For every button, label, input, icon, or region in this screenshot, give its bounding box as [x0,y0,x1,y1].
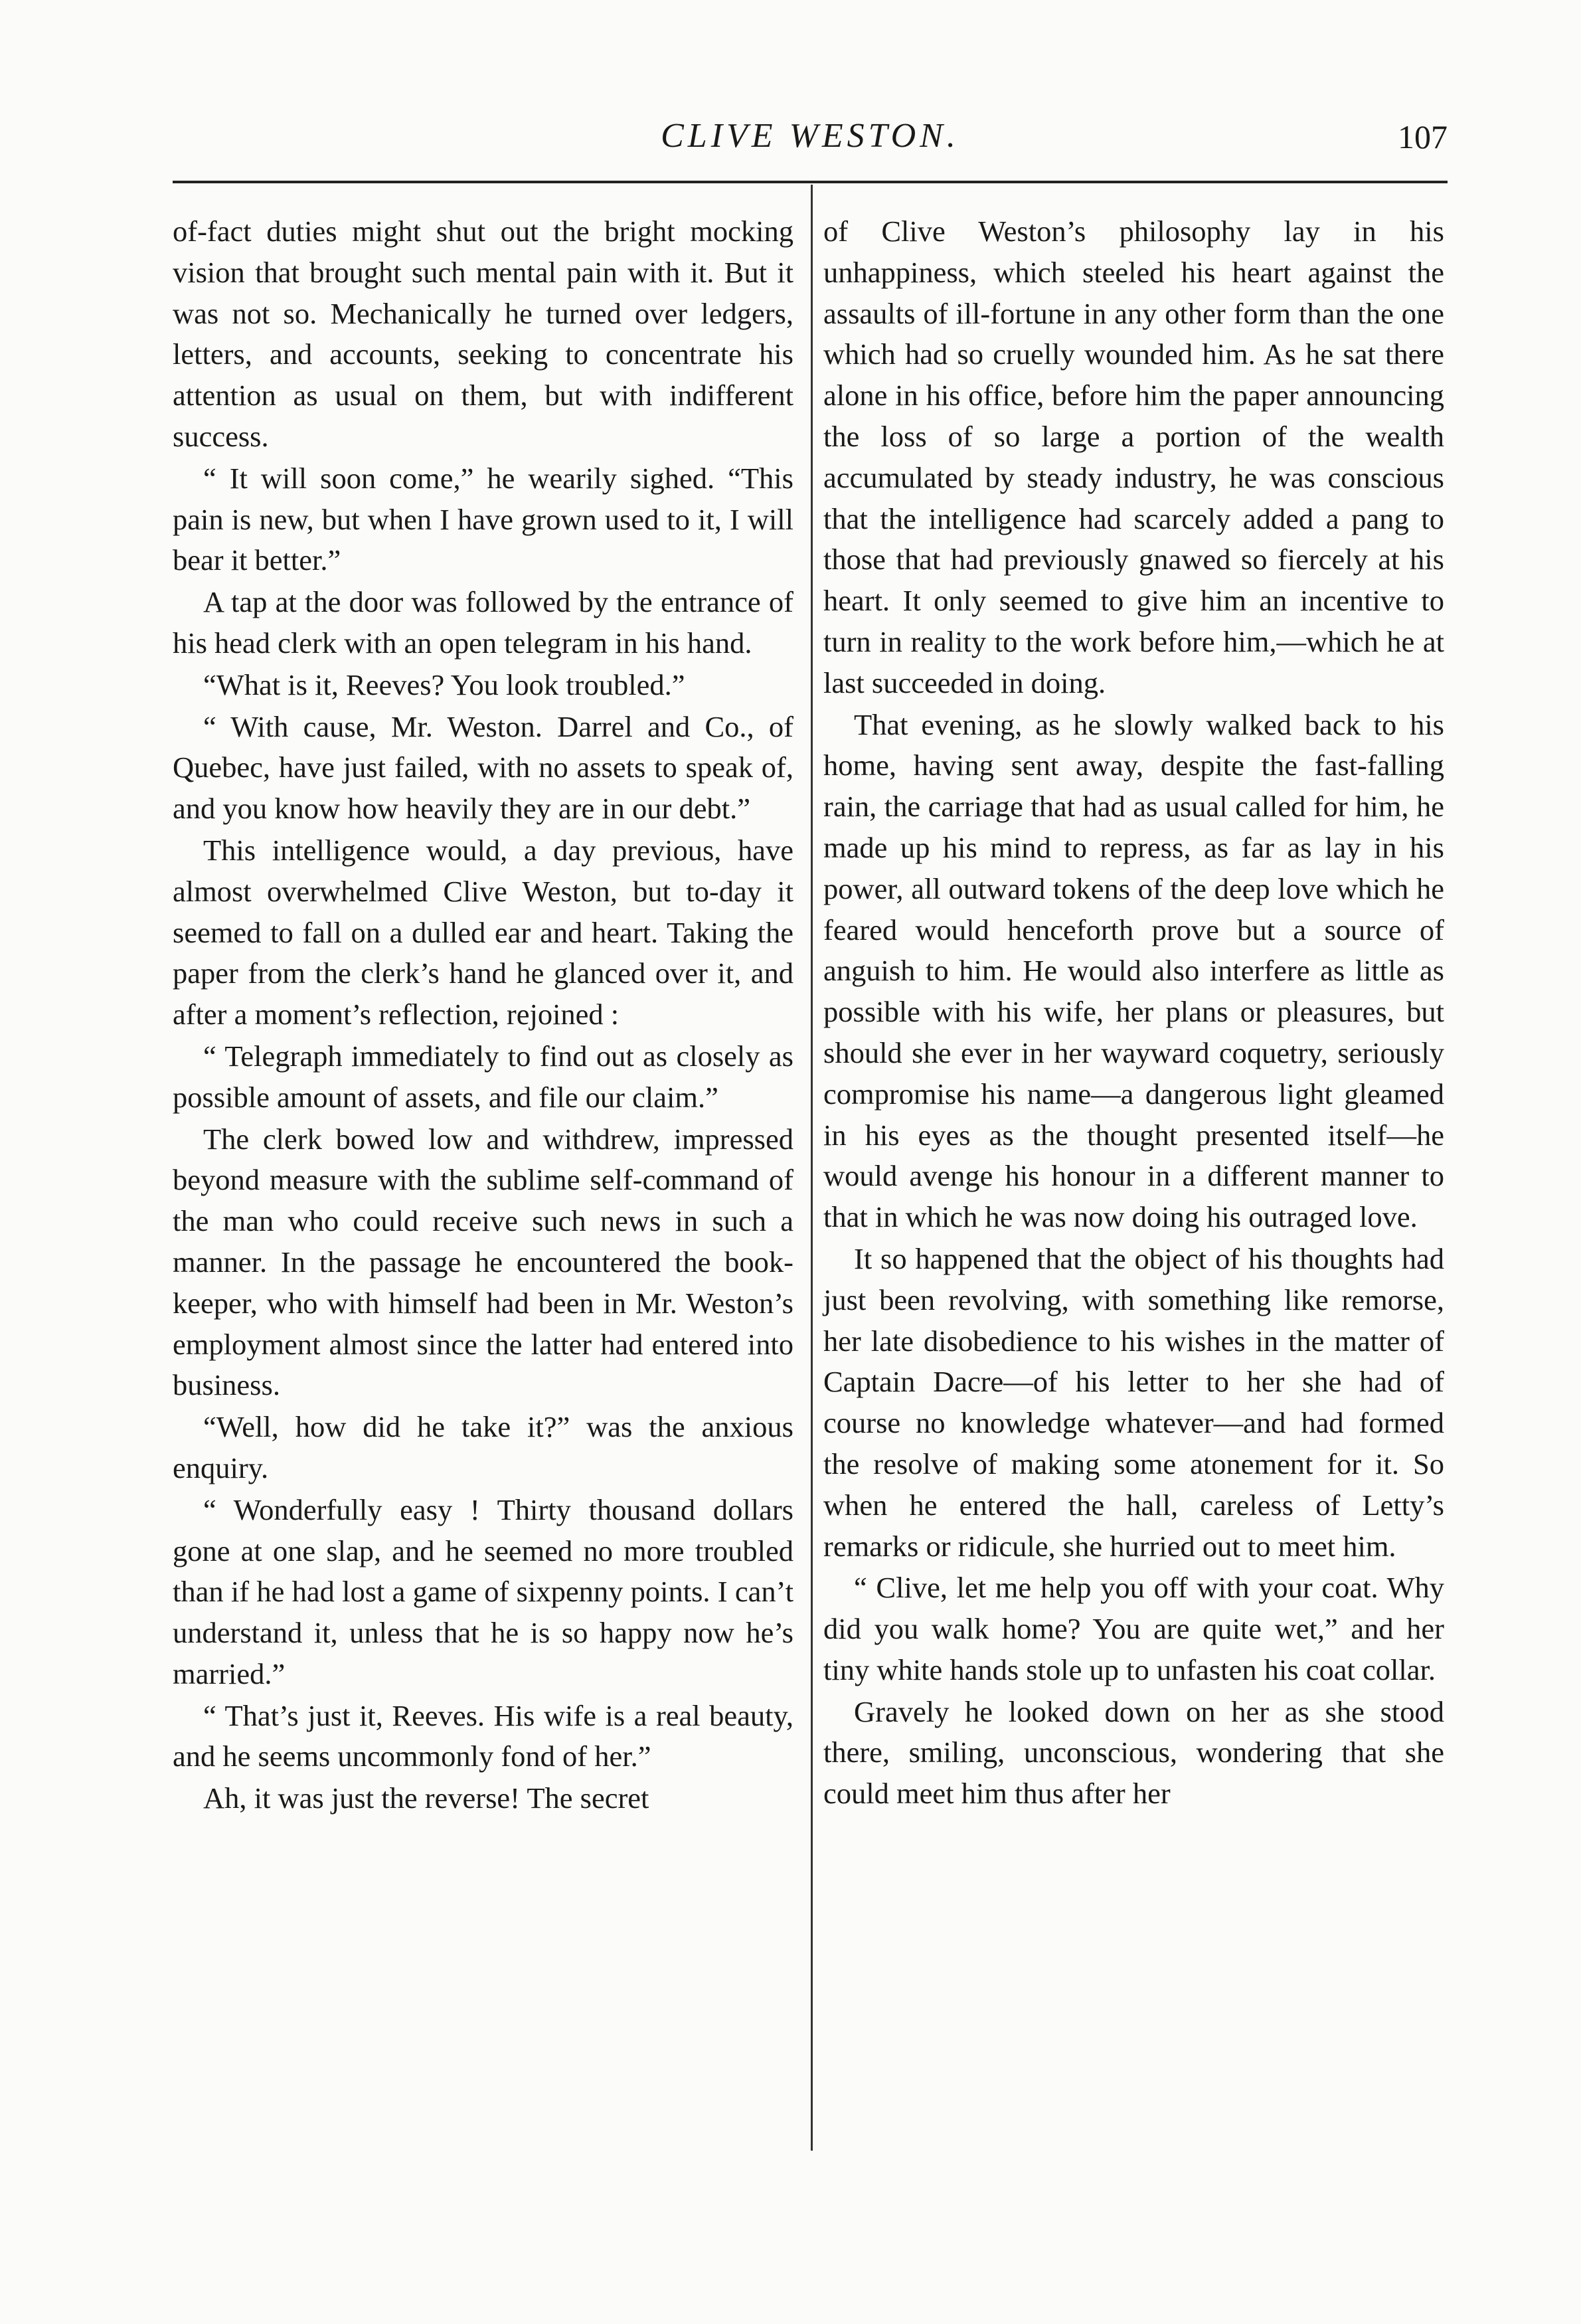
paragraph: “ Telegraph immediately to find out as closely as possible amount of assets, and file our claim.” [173,1039,793,1114]
page-header [173,116,1448,169]
paragraph: “ Wonderfully easy ! Thirty thousand dollars gone at one slap, and he seemed no more troubled than if he had lost a game of sixpenny points. I can’t understand it, unless that he is so happy now he’s married.” [173,1492,793,1690]
paragraph: “ That’s just it, Reeves. His wife is a real beauty, and he seems uncommonly fond of her.” [173,1698,793,1773]
paragraph: of Clive Weston’s philosophy lay in his unhappiness, which steeled his heart against the assaults of ill-fortune in any other form than the one which had so cruelly wounded him. As he sat there alone in his office, before him the paper announcing the loss of so large a portion of the wealth accumulated by steady industry, he was conscious that the intelligence had scarcely added a pang to those that had previously gnawed so fiercely at his heart. It only seemed to give him an incentive to turn in reality to the work before him,—which he at last succeeded in doing. [823,215,1444,699]
paragraph: “ Clive, let me help you off with your coat. Why did you walk home? You are quite wet,” and her tiny white hands stole up to unfasten his coat collar. [823,1571,1444,1686]
left-column [173,211,793,1819]
paragraph: The clerk bowed low and withdrew, impressed beyond measure with the sublime self-command of the man who could receive such news in such a manner. In the passage he encountered the book-keeper, who with himself had been in Mr. Weston’s employment almost since the latter had entered into business. [173,1122,793,1402]
paragraph: It so happened that the object of his thoughts had just been revolving, with something like remorse, her late disobedience to his wishes in the matter of Captain Dacre—of his letter to her she had of course no knowledge whatever—and had formed the resolve of making some atonement for it. So when he entered the hall, careless of Letty’s remarks or ridicule, she hurried out to meet him. [823,1241,1444,1563]
running-title: CLIVE WESTON. [661,117,959,155]
paragraph: “ It will soon come,” he wearily sighed. “This pain is new, but when I have grown used to it, I will bear it better.” [173,461,793,577]
header-rule [173,181,1448,183]
right-column [823,211,1444,1815]
paragraph: of-fact duties might shut out the bright mocking vision that brought such mental pain with it. But it was not so. Mechanically he turned over ledgers, letters, and accounts, seeking to concentrate his attention as usual on them, but with indifferent success. [173,215,793,453]
paragraph: A tap at the door was followed by the entrance of his head clerk with an open telegram in his hand. [173,585,793,660]
paragraph: “ With cause, Mr. Weston. Darrel and Co., of Quebec, have just failed, with no assets to speak of, and you know how heavily they are in our debt.” [173,709,793,826]
paragraph: “Well, how did he take it?” was the anxious enquiry. [173,1410,793,1484]
paragraph: Gravely he looked down on her as she stood there, smiling, unconscious, wondering that she could meet him thus after her [823,1694,1444,1811]
page-number: 107 [1398,118,1448,155]
column-divider [811,185,813,2151]
paragraph: That evening, as he slowly walked back to his home, having sent away, despite the fast-falling rain, the carriage that had as usual called for him, he made up his mind to repress, as far as lay in his power, all outward tokens of the deep love which he feared would henceforth prove but a source of anguish to him. He would also interfere as little as possible with his wife, her plans or pleasures, but should she ever in her wayward coquetry, seriously compromise his name—a dangerous light gleamed in his eyes as the thought presented itself—he would avenge his honour in a different manner to that in which he was now doing his outraged love. [823,707,1444,1234]
paragraph: This intelligence would, a day previous, have almost overwhelmed Clive Weston, but to-day it seemed to fall on a dulled ear and heart. Taking the paper from the clerk’s hand he glanced over it, and after a moment’s reflection, rejoined : [173,833,793,1031]
paragraph: Ah, it was just the reverse! The secret [203,1781,649,1815]
paragraph: “What is it, Reeves? You look troubled.” [203,668,685,701]
